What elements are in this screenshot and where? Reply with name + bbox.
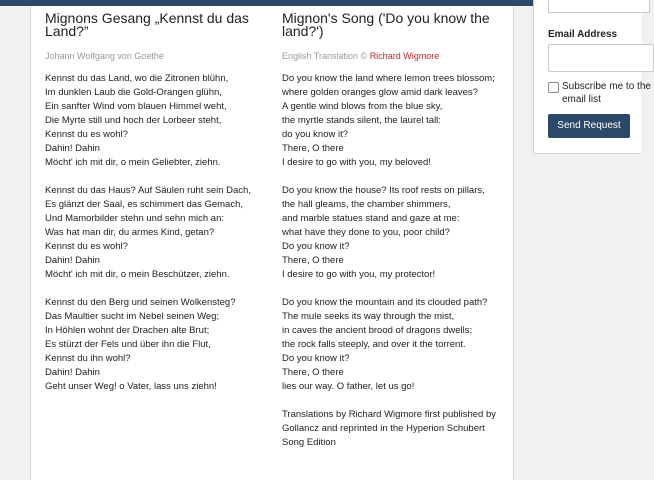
english-column	[282, 12, 497, 450]
english-poem-line: There, O there	[282, 143, 344, 154]
english-stanza	[282, 72, 497, 170]
german-poem-line: Möcht' ich mit dir, o mein Geliebter, ziehn.	[45, 157, 221, 168]
english-poem-line: in caves the ancient brood of dragons dwells;	[282, 325, 473, 336]
german-poem-line: Dahin! Dahin	[45, 255, 100, 266]
german-poem-line: Ein sanfter Wind vom blauen Himmel weht,	[45, 101, 227, 112]
english-poem-line: Do you know it?	[282, 353, 350, 364]
english-poem-line: the myrtle stands silent, the laurel tall:	[282, 115, 441, 126]
translation-note: Translations by Richard Wigmore first published by Gollancz and reprinted in the Hyperion Schubert Song Edition	[282, 409, 497, 448]
german-poem-line: Die Myrte still und hoch der Lorbeer steht,	[45, 115, 222, 126]
german-poem-line: Im dunklen Laub die Gold-Orangen glühn,	[45, 87, 222, 98]
german-poem-line: Dahin! Dahin	[45, 367, 100, 378]
german-poem-line: Kennst du das Land, wo die Zitronen blühn,	[45, 73, 229, 84]
german-poem-line: Dahin! Dahin	[45, 143, 100, 154]
german-stanza	[45, 296, 267, 394]
english-poem-line: lies our way. O father, let us go!	[282, 381, 415, 392]
english-poem-line: and marble statues stand and gaze at me:	[282, 213, 460, 224]
translation-credit	[282, 51, 497, 62]
email-input[interactable]	[548, 44, 654, 72]
english-poem-line: Do you know the mountain and its clouded path?	[282, 297, 488, 308]
german-poem-line: Es glänzt der Saal, es schimmert das Gemach,	[45, 199, 243, 210]
english-poem-line: There, O there	[282, 367, 344, 378]
english-poem	[282, 72, 497, 394]
english-poem-line: There, O there	[282, 255, 344, 266]
german-poem-line: Was hat man dir, du armes Kind, getan?	[45, 227, 215, 238]
german-poem-line: Es stürzt der Fels und über ihn die Flut,	[45, 339, 211, 350]
english-poem-line: A gentle wind blows from the blue sky,	[282, 101, 443, 112]
english-poem-line: Do you know the land where lemon trees blossom;	[282, 73, 495, 84]
german-poem-line: Kennst du das Haus? Auf Säulen ruht sein Dach,	[45, 185, 251, 196]
german-poem-line: Kennst du es wohl?	[45, 241, 128, 252]
english-poem-line: I desire to go with you, my protector!	[282, 269, 436, 280]
german-stanza	[45, 72, 267, 170]
english-poem-line: Do you know it?	[282, 241, 350, 252]
english-title: Mignon's Song ('Do you know the land?')	[282, 10, 490, 39]
english-poem-line: I desire to go with you, my beloved!	[282, 157, 431, 168]
german-poem-line: Kennst du ihn wohl?	[45, 353, 131, 364]
lyrics-card	[30, 6, 514, 480]
german-author: Johann Wolfgang von Goethe	[45, 51, 164, 61]
email-label: Email Address	[548, 29, 618, 40]
previous-form-field[interactable]	[548, 0, 650, 13]
english-stanza	[282, 184, 497, 282]
german-poem-line: In Höhlen wohnt der Drachen alte Brut;	[45, 325, 210, 336]
german-poem-line: Das Maultier sucht im Nebel seinen Weg;	[45, 311, 220, 322]
subscribe-label: Subscribe me to the email list	[562, 81, 651, 105]
english-poem-line: do you know it?	[282, 129, 349, 140]
english-poem-line: the hall gleams, the chamber shimmers,	[282, 199, 451, 210]
english-poem-line: the rock falls steeply, and over it the torrent.	[282, 339, 466, 350]
german-poem-line: Geht unser Weg! o Vater, lass uns ziehn!	[45, 381, 217, 392]
german-poem-line: Möcht' ich mit dir, o mein Beschützer, ziehn.	[45, 269, 230, 280]
german-poem-line: Und Mamorbilder stehn und sehn mich an:	[45, 213, 225, 224]
german-poem-line: Kennst du es wohl?	[45, 129, 128, 140]
english-stanza	[282, 296, 497, 394]
translation-credit-prefix: English Translation ©	[282, 51, 370, 61]
german-poem	[45, 72, 267, 394]
english-poem-line: The mule seeks its way through the mist,	[282, 311, 455, 322]
send-request-button[interactable]: Send Request	[548, 114, 630, 138]
english-poem-line: Do you know the house? Its roof rests on pillars,	[282, 185, 485, 196]
german-title: Mignons Gesang „Kennst du das Land?”	[45, 10, 249, 39]
translator-link[interactable]: Richard Wigmore	[369, 51, 440, 61]
english-poem-line: what have they done to you, poor child?	[282, 227, 450, 238]
subscribe-checkbox[interactable]	[548, 82, 559, 93]
english-poem-line: where golden oranges glow amid dark leaves?	[282, 87, 478, 98]
german-poem-line: Kennst du den Berg und seinen Wolkensteg?	[45, 297, 236, 308]
german-column	[45, 12, 267, 408]
german-stanza	[45, 184, 267, 282]
request-form-panel	[533, 0, 651, 154]
